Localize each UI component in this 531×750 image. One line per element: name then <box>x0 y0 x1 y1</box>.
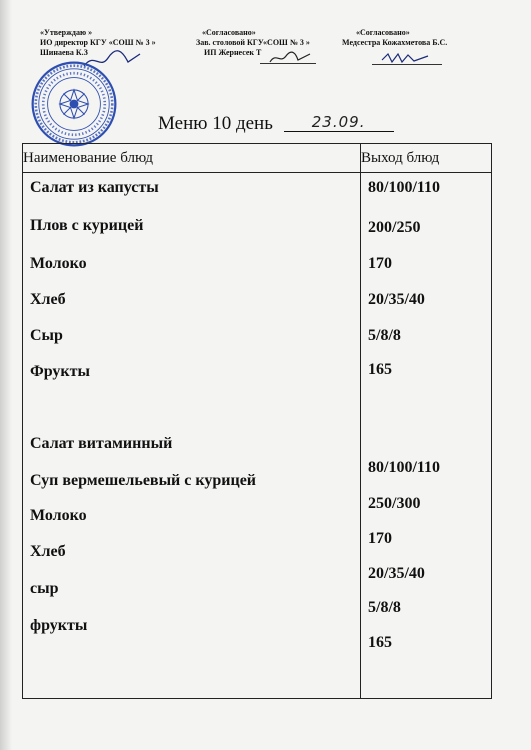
menu-date: 23.09. <box>284 113 394 132</box>
dish-name: Плов с курицей <box>30 217 144 234</box>
dish-name: Салат из капусты <box>30 179 159 196</box>
portion-value: 5/8/8 <box>368 599 401 616</box>
portion-value: 170 <box>368 530 392 547</box>
approval-director-line-2: ИО директор КГУ «СОШ № 3 » <box>40 38 156 47</box>
portion-value: 5/8/8 <box>368 327 401 344</box>
dish-name: Салат витаминный <box>30 435 173 452</box>
dish-name: сыр <box>30 580 59 597</box>
scan-edge-shadow <box>0 0 12 750</box>
canteen-signature <box>268 50 312 66</box>
portion-value: 80/100/110 <box>368 179 441 196</box>
portion-value: 165 <box>368 634 392 651</box>
approval-canteen-line-2: Зав. столовой КГУ«СОШ № 3 » <box>196 38 310 47</box>
portion-value: 250/300 <box>368 495 421 512</box>
approval-canteen-line-3: ИП Жернесек Т <box>204 48 262 57</box>
dish-name: Хлеб <box>30 543 66 560</box>
dish-name: Сыр <box>30 327 63 344</box>
approval-nurse-line-1: «Согласовано» <box>356 28 410 37</box>
approval-nurse <box>342 28 447 48</box>
nurse-signature <box>380 50 430 66</box>
menu-title <box>158 113 394 135</box>
dish-name: Фрукты <box>30 363 90 380</box>
table-header-row <box>23 144 492 173</box>
table-body-row <box>23 173 492 699</box>
approval-canteen-line-1: «Согласовано» <box>202 28 256 37</box>
approval-director-line-3: Шинаева К.З <box>40 48 88 57</box>
portion-value: 20/35/40 <box>368 291 425 308</box>
portion-value: 80/100/110 <box>368 459 441 476</box>
portion-value: 165 <box>368 361 392 378</box>
dish-name: фрукты <box>30 617 88 634</box>
menu-table <box>22 143 492 699</box>
portions-cell <box>361 173 492 699</box>
dish-names-cell <box>23 173 361 699</box>
portion-value: 20/35/40 <box>368 565 425 582</box>
dish-name: Молоко <box>30 255 87 272</box>
menu-title-text: Меню 10 день <box>158 113 273 134</box>
approval-nurse-line-2: Медсестра Кожахметова Б.С. <box>342 38 448 47</box>
header-dish-name: Наименование блюд <box>23 144 361 173</box>
dish-name: Хлеб <box>30 291 66 308</box>
official-stamp <box>30 60 118 148</box>
portion-value: 170 <box>368 255 392 272</box>
dish-name: Суп вермешельевый с курицей <box>30 472 257 489</box>
approval-director-line-1: «Утверждаю » <box>40 28 93 37</box>
portion-value: 200/250 <box>368 219 421 236</box>
dish-name: Молоко <box>30 507 87 524</box>
header-portion: Выход блюд <box>361 144 492 173</box>
